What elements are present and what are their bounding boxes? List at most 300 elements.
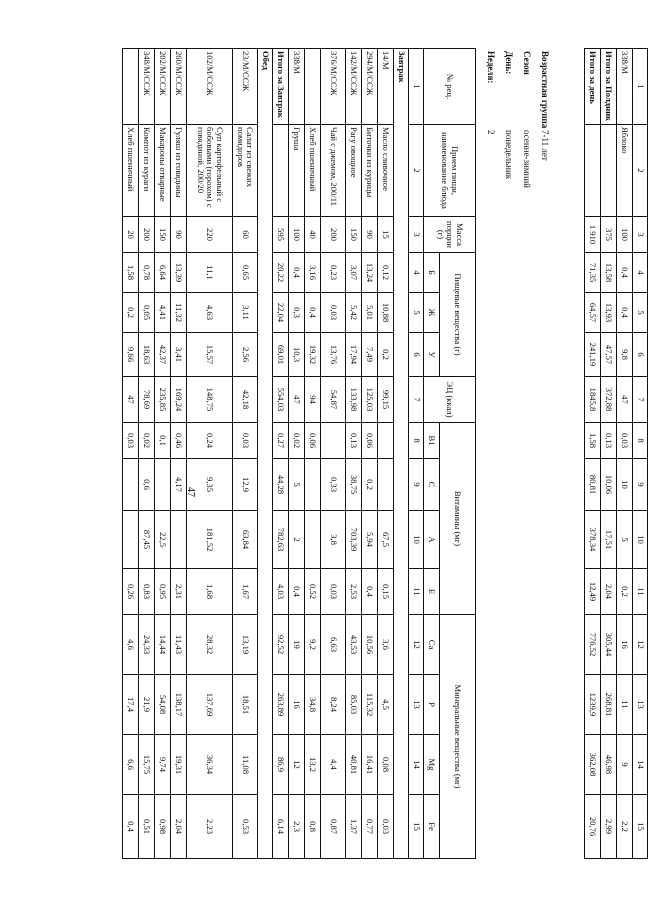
- table-cell: 133,98: [346, 377, 362, 423]
- column-number: 9: [633, 459, 648, 511]
- table-cell: 94: [305, 377, 321, 423]
- age-group-label: Возрастная группа: [540, 51, 550, 129]
- table-cell: 0,87: [321, 795, 346, 859]
- table-cell: 0,03: [123, 423, 139, 459]
- table-cell: 338/М: [617, 49, 633, 125]
- table-cell: 100: [289, 217, 305, 253]
- table-cell: 80,81: [585, 459, 601, 511]
- table-cell: 6,64: [155, 253, 171, 293]
- table-cell: 2,53: [346, 569, 362, 615]
- table-cell: 12,9: [233, 459, 258, 511]
- table-cell: 87,45: [139, 511, 155, 569]
- table-row: [155, 49, 171, 859]
- column-number: 7: [409, 377, 424, 423]
- table-cell: 9,35: [187, 459, 233, 511]
- table-cell: 0,03: [617, 423, 633, 459]
- table-cell: 23/М/ССЖ: [233, 49, 258, 125]
- table-cell: 13,93: [601, 293, 617, 333]
- table-cell: 20: [123, 217, 139, 253]
- column-number: 3: [409, 217, 424, 253]
- table-cell: 34,8: [305, 675, 321, 735]
- table-cell: 4,41: [155, 293, 171, 333]
- table-cell: 0,3: [289, 293, 305, 333]
- table-cell: 2,3: [289, 795, 305, 859]
- table-cell: 0,51: [139, 795, 155, 859]
- table-cell: 92,52: [273, 615, 289, 675]
- table-cell: 0,8: [305, 795, 321, 859]
- column-number: 2: [633, 125, 648, 217]
- dish-name-cell: Гуляш из говядины: [171, 125, 187, 217]
- table-cell: 13,58: [601, 253, 617, 293]
- table-cell: 260/М/ССЖ: [171, 49, 187, 125]
- table-cell: 3,8: [321, 511, 346, 569]
- table-cell: 47,57: [601, 333, 617, 377]
- table-cell: [378, 423, 394, 459]
- table-cell: 1239,9: [585, 675, 601, 735]
- table-cell: 11,32: [171, 293, 187, 333]
- table-cell: 1,58: [123, 253, 139, 293]
- table-cell: 0,03: [321, 569, 346, 615]
- table-row: [139, 49, 155, 859]
- table-cell: 15,75: [139, 735, 155, 795]
- table-cell: [123, 511, 139, 569]
- table-cell: 10,3: [289, 333, 305, 377]
- table-cell: 19,32: [305, 333, 321, 377]
- table-row: [378, 49, 394, 859]
- table-cell: 305,44: [601, 615, 617, 675]
- table-cell: 0,02: [139, 423, 155, 459]
- table-cell: 10,56: [362, 615, 378, 675]
- table-cell: 90: [362, 217, 378, 253]
- table-cell: 776,52: [585, 615, 601, 675]
- total-row: [273, 49, 289, 859]
- table-cell: 86,9: [273, 735, 289, 795]
- table-cell: 43,53: [346, 615, 362, 675]
- table-row: [617, 49, 633, 859]
- table-row: [346, 49, 362, 859]
- subheader-cell: С: [424, 459, 440, 511]
- menu-table: [122, 48, 476, 859]
- header-minerals: Минеральные вещества (мг): [440, 615, 476, 859]
- table-cell: 0,33: [321, 459, 346, 511]
- table-cell: 47: [289, 377, 305, 423]
- table-cell: 2,23: [187, 795, 233, 859]
- table-cell: 4,4: [321, 735, 346, 795]
- table-cell: 200: [139, 217, 155, 253]
- table-cell: [171, 511, 187, 569]
- table-cell: 375: [601, 217, 617, 253]
- dish-name-cell: Хлеб пшеничный: [305, 125, 321, 217]
- table-cell: 4,6: [123, 615, 139, 675]
- table-cell: 63,84: [233, 511, 258, 569]
- dish-name-cell: Салат из свежих помидоров: [233, 125, 258, 217]
- table-cell: 54,08: [155, 675, 171, 735]
- table-cell: 12,49: [585, 569, 601, 615]
- subheader-cell: В1: [424, 423, 440, 459]
- subheader-cell: Ca: [424, 615, 440, 675]
- table-cell: 36,34: [187, 735, 233, 795]
- table-cell: 24,33: [139, 615, 155, 675]
- table-cell: 6,6: [123, 735, 139, 795]
- table-cell: 0,03: [321, 293, 346, 333]
- table-cell: 11: [617, 675, 633, 735]
- table-cell: 169,24: [171, 377, 187, 423]
- table-cell: 200: [321, 217, 346, 253]
- table-cell: 0,13: [601, 423, 617, 459]
- table-cell: 71,35: [585, 253, 601, 293]
- column-number: 14: [633, 735, 648, 795]
- table-cell: 181,52: [187, 511, 233, 569]
- table-cell: 17,51: [601, 511, 617, 569]
- column-number: 6: [409, 333, 424, 377]
- column-number: 11: [633, 569, 648, 615]
- table-cell: 11,1: [187, 253, 233, 293]
- table-cell: [378, 459, 394, 511]
- subheader-cell: Ж: [424, 293, 440, 333]
- dish-name-cell: Компот из кураги: [139, 125, 155, 217]
- table-cell: 19: [289, 615, 305, 675]
- table-cell: 15: [378, 217, 394, 253]
- table-cell: 2,2: [617, 795, 633, 859]
- table-cell: 5,01: [362, 293, 378, 333]
- table-cell: 0,4: [305, 293, 321, 333]
- table-cell: 13,76: [321, 333, 346, 377]
- subheader-cell: У: [424, 333, 440, 377]
- table-cell: 0,77: [362, 795, 378, 859]
- page-number: 47: [185, 487, 196, 497]
- table-cell: 1,58: [585, 423, 601, 459]
- table-cell: 0,2: [617, 569, 633, 615]
- column-number: 7: [633, 377, 648, 423]
- table-cell: 47: [617, 377, 633, 423]
- section-lunch: [258, 49, 273, 859]
- column-number: 8: [409, 423, 424, 459]
- table-cell: 10,88: [378, 293, 394, 333]
- table-cell: 7,49: [362, 333, 378, 377]
- table-cell: 69,01: [273, 333, 289, 377]
- header-vitamins: Витамины (мг): [440, 423, 476, 615]
- season-value: осенне-зимний: [522, 130, 532, 188]
- header-nutrients: Пищевые вещества (г): [440, 253, 476, 377]
- dish-name-cell: Хлеб пшеничный: [123, 125, 139, 217]
- table-cell: 13,39: [171, 253, 187, 293]
- table-cell: 5: [289, 459, 305, 511]
- table-cell: 21,9: [139, 675, 155, 735]
- table-cell: 18,63: [139, 333, 155, 377]
- table-cell: 554,03: [273, 377, 289, 423]
- table-cell: 99,15: [378, 377, 394, 423]
- table-cell: 0,65: [233, 253, 258, 293]
- table-cell: 0,4: [289, 569, 305, 615]
- table-cell: 2,04: [171, 795, 187, 859]
- table-cell: 38,75: [346, 459, 362, 511]
- table-cell: 263,89: [273, 675, 289, 735]
- subheader-cell: Fe: [424, 795, 440, 859]
- table-cell: 378,34: [585, 511, 601, 569]
- dish-name-cell: Макароны отварные: [155, 125, 171, 217]
- column-number: 1: [409, 49, 424, 125]
- section-title: Завтрак: [394, 49, 409, 859]
- table-cell: 42,37: [155, 333, 171, 377]
- table-cell: 0,4: [617, 253, 633, 293]
- table-cell: 67,5: [378, 511, 394, 569]
- table-cell: 0,06: [305, 423, 321, 459]
- column-number: 5: [409, 293, 424, 333]
- column-number: 15: [409, 795, 424, 859]
- table-cell: 13,19: [233, 615, 258, 675]
- table-cell: 137,69: [187, 675, 233, 735]
- table-cell: 0,4: [362, 569, 378, 615]
- table-cell: Итого за Полдник: [601, 49, 617, 125]
- total-row: [585, 49, 601, 859]
- table-cell: 235,85: [155, 377, 171, 423]
- table-cell: 40: [305, 217, 321, 253]
- week-value: 2: [486, 130, 496, 135]
- column-number-row: [409, 49, 424, 859]
- table-cell: 2,31: [171, 569, 187, 615]
- table-cell: 348/М/ССЖ: [139, 49, 155, 125]
- table-cell: 0,98: [155, 795, 171, 859]
- column-number: 14: [409, 735, 424, 795]
- table-cell: 20,22: [273, 253, 289, 293]
- table-cell: 64,57: [585, 293, 601, 333]
- column-number-row: [633, 49, 648, 859]
- table-cell: 6,14: [273, 795, 289, 859]
- total-row: [601, 49, 617, 859]
- table-cell: 78,69: [139, 377, 155, 423]
- table-cell: [123, 49, 139, 125]
- season-label: Сезон: [522, 51, 532, 75]
- subheader-cell: А: [424, 511, 440, 569]
- table-cell: 16,41: [362, 735, 378, 795]
- table-cell: 125,03: [362, 377, 378, 423]
- table-cell: 44,28: [273, 459, 289, 511]
- table-cell: 595: [273, 217, 289, 253]
- table-cell: Итого за Завтрак: [273, 49, 289, 125]
- table-cell: 703,39: [346, 511, 362, 569]
- table-cell: 294/М/ССЖ: [362, 49, 378, 125]
- table-cell: 202/М/ССЖ: [155, 49, 171, 125]
- column-number: 10: [633, 511, 648, 569]
- table-cell: [123, 459, 139, 511]
- table-cell: 0,4: [123, 795, 139, 859]
- table-cell: 0,53: [233, 795, 258, 859]
- table-cell: 2,99: [601, 795, 617, 859]
- table-cell: 376/М/ССЖ: [321, 49, 346, 125]
- table-cell: 0,2: [362, 459, 378, 511]
- table-cell: 3,16: [305, 253, 321, 293]
- table-cell: 0,52: [305, 569, 321, 615]
- table-cell: 0,95: [155, 569, 171, 615]
- table-cell: 0,83: [139, 569, 155, 615]
- table-cell: 1,37: [346, 795, 362, 859]
- table-cell: 20,76: [585, 795, 601, 859]
- dish-name-cell: Биточки из курицы: [362, 125, 378, 217]
- table-cell: 5: [617, 511, 633, 569]
- table-cell: 46,98: [601, 735, 617, 795]
- table-cell: 1 910: [585, 217, 601, 253]
- week-label: Неделя:: [486, 51, 496, 84]
- table-cell: 5,94: [362, 511, 378, 569]
- table-cell: 8,24: [321, 675, 346, 735]
- table-cell: 150: [155, 217, 171, 253]
- table-cell: 782,63: [273, 511, 289, 569]
- column-number: 6: [633, 333, 648, 377]
- table-cell: [305, 511, 321, 569]
- column-number: 5: [633, 293, 648, 333]
- table-cell: 0,2: [123, 293, 139, 333]
- header-recipe: № рец.: [424, 49, 476, 125]
- table-cell: 0,1: [155, 423, 171, 459]
- table-cell: 142/М/ССЖ: [346, 49, 362, 125]
- table-cell: 28,32: [187, 615, 233, 675]
- table-cell: 1,67: [233, 569, 258, 615]
- column-number: 4: [409, 253, 424, 293]
- dish-name-cell: Чай с джемом, 200/11: [321, 125, 346, 217]
- table-cell: 102/М/ССЖ: [187, 49, 233, 125]
- table-cell: 11,08: [233, 735, 258, 795]
- subheader-cell: P: [424, 675, 440, 735]
- column-number: 2: [409, 125, 424, 217]
- table-cell: 14,44: [155, 615, 171, 675]
- table-cell: 3,07: [346, 253, 362, 293]
- table-cell: 54,87: [321, 377, 346, 423]
- day-label: День:: [504, 51, 514, 75]
- table-cell: 10: [617, 459, 633, 511]
- column-number: 9: [409, 459, 424, 511]
- table-cell: 4,5: [378, 675, 394, 735]
- table-row: [321, 49, 346, 859]
- table-cell: 17,4: [123, 675, 139, 735]
- table-cell: 0,26: [123, 569, 139, 615]
- table-cell: 47: [123, 377, 139, 423]
- dish-name-cell: [273, 125, 289, 217]
- table-cell: 0,15: [378, 569, 394, 615]
- header-energy: ЭЦ (ккал): [424, 377, 476, 423]
- table-cell: 2,56: [233, 333, 258, 377]
- table-row: [233, 49, 258, 859]
- table-cell: 13,24: [362, 253, 378, 293]
- table-cell: 18,51: [233, 675, 258, 735]
- column-number: 10: [409, 511, 424, 569]
- table-cell: 0,02: [289, 423, 305, 459]
- table-cell: 12: [289, 735, 305, 795]
- table-cell: 9,74: [155, 735, 171, 795]
- table-cell: 9,66: [123, 333, 139, 377]
- table-cell: 9: [617, 735, 633, 795]
- table-cell: 6,63: [321, 615, 346, 675]
- table-cell: 1,68: [187, 569, 233, 615]
- column-number: 13: [409, 675, 424, 735]
- table-cell: 4,63: [187, 293, 233, 333]
- table-cell: 338/М: [289, 49, 305, 125]
- dish-name-cell: Суп картофельный с бобовыми (горохом) с говядиной, 200/20: [187, 125, 233, 217]
- table-row: [362, 49, 378, 859]
- table-cell: 0,03: [233, 423, 258, 459]
- table-row: [123, 49, 139, 859]
- table-cell: 220: [187, 217, 233, 253]
- table-cell: 0,13: [346, 423, 362, 459]
- column-number: 1: [633, 49, 648, 125]
- table-cell: [321, 423, 346, 459]
- subheader-cell: Б: [424, 253, 440, 293]
- section-breakfast: [394, 49, 409, 859]
- table-cell: 138,17: [171, 675, 187, 735]
- table-cell: 372,88: [601, 377, 617, 423]
- column-number: 13: [633, 675, 648, 735]
- column-number: 12: [409, 615, 424, 675]
- table-cell: 9,2: [305, 615, 321, 675]
- table-row: [171, 49, 187, 859]
- table-cell: 1845,8: [585, 377, 601, 423]
- dish-name-cell: Масло сливочное: [378, 125, 394, 217]
- dish-name-cell: Яблоко: [617, 125, 633, 217]
- table-cell: 4,03: [273, 569, 289, 615]
- table-cell: 19,31: [171, 735, 187, 795]
- table-cell: 362,08: [585, 735, 601, 795]
- table-cell: 4,17: [171, 459, 187, 511]
- table-cell: 22,5: [155, 511, 171, 569]
- table-cell: 0,23: [321, 253, 346, 293]
- column-number: 15: [633, 795, 648, 859]
- table-row: [187, 49, 233, 859]
- column-number: 12: [633, 615, 648, 675]
- table-cell: 40,81: [346, 735, 362, 795]
- table-cell: 3,41: [171, 333, 187, 377]
- table-cell: 17,94: [346, 333, 362, 377]
- table-cell: 0,78: [139, 253, 155, 293]
- table-cell: [305, 459, 321, 511]
- table-cell: 22,04: [273, 293, 289, 333]
- section-title: Обед: [258, 49, 273, 859]
- table-cell: 0,4: [289, 253, 305, 293]
- dish-name-cell: Груша: [289, 125, 305, 217]
- table-cell: [155, 459, 171, 511]
- table-cell: 13,2: [305, 735, 321, 795]
- dish-name-cell: [601, 125, 617, 217]
- dish-name-cell: [585, 125, 601, 217]
- table-cell: 0,08: [378, 735, 394, 795]
- dish-name-cell: Рагу овощное: [346, 125, 362, 217]
- table-cell: 42,18: [233, 377, 258, 423]
- column-number: 3: [633, 217, 648, 253]
- table-cell: 148,75: [187, 377, 233, 423]
- rotated-sheet: [84, 48, 648, 858]
- table-row: [289, 49, 305, 859]
- column-number: 11: [409, 569, 424, 615]
- table-cell: 268,81: [601, 675, 617, 735]
- table-cell: 0,12: [378, 253, 394, 293]
- subheader-cell: Е: [424, 569, 440, 615]
- subheader-cell: Mg: [424, 735, 440, 795]
- table-cell: 16: [617, 615, 633, 675]
- table-cell: 85,03: [346, 675, 362, 735]
- table-cell: 16: [289, 675, 305, 735]
- column-number: 4: [633, 253, 648, 293]
- table-cell: 150: [346, 217, 362, 253]
- table-cell: [305, 49, 321, 125]
- header-portion: Масса порции (г): [424, 217, 476, 253]
- table-cell: 3,11: [233, 293, 258, 333]
- table-cell: 9,8: [617, 333, 633, 377]
- table-cell: 60: [233, 217, 258, 253]
- table-cell: 15,57: [187, 333, 233, 377]
- table-cell: 3,6: [378, 615, 394, 675]
- table-cell: Итого за день: [585, 49, 601, 125]
- table-cell: 0,24: [187, 423, 233, 459]
- table-cell: 0,27: [273, 423, 289, 459]
- table-cell: 0,03: [378, 795, 394, 859]
